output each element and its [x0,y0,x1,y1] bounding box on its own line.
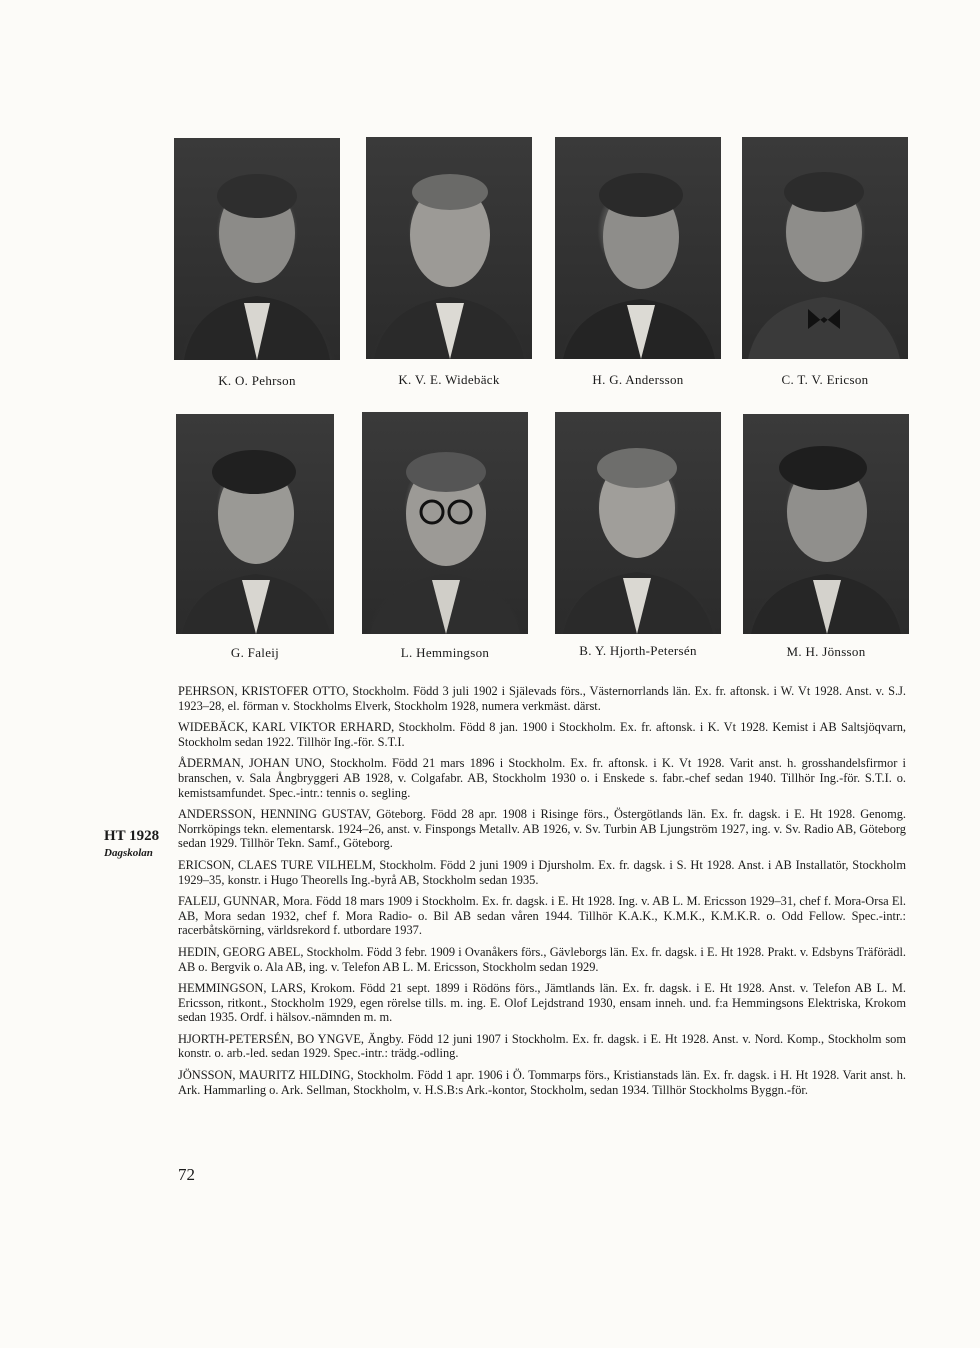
margin-year: HT 1928 [104,828,160,844]
margin-label [104,828,174,859]
margin-school: Dagskolan [104,847,153,859]
portrait-wideback [366,137,532,359]
biography-entry: HJORTH-PETERSÉN, BO YNGVE, Ängby. Född 12 juni 1907 i Stockholm. Ex. fr. dagsk. i E. Ht 1928. Anst. v. Nord. Komp., Stockholm som konstr. o. arb.-led. sedan 1929. Spec.-intr.: trädg.-odling. [178,1031,906,1061]
portrait-hjorth-petersen [555,412,721,634]
portrait-pehrson [174,138,340,360]
biography-entry: HEMMINGSON, LARS, Krokom. Född 21 sept. 1899 i Rödöns förs., Jämtlands län. Ex. fr. dagsk. i E. Ht 1928. Anst. v. Telefon AB L. M. Ericsson, ritkont., Stockholm 1929, egen rörelse tills. m. ing. E. Olof Lejdstrand 1930, ensam inneh. und. f:a Hemmingsons Elektriska, Krokom sedan 1935. Ordf. i hälsov.-nämnden m. m. [178,981,906,1025]
biography-entry: WIDEBÄCK, KARL VIKTOR ERHARD, Stockholm. Född 8 jan. 1900 i Stockholm. Ex. fr. aftonsk. i K. Vt 1928. Kemist i AB Saltsjöqvarn, Stockholm sedan 1922. Tillhör Ing.-för. S.T.I. [178,720,906,749]
portrait-jonsson [743,414,909,634]
portrait-faleij [176,414,334,634]
biography-entry: JÖNSSON, MAURITZ HILDING, Stockholm. Född 1 apr. 1906 i Ö. Tommarps förs., Kristianstads län. Ex. fr. dagsk. i H. Ht 1928. Varit anst. h. Ark. Hammarling o. Ark. Sellman, Stockholm, v. H.S.B:s Ark.-kontor, Stockholm, sedan 1934. Tillhör Stockholms Byggn.-för. [178,1068,906,1097]
biography-entry: ANDERSSON, HENNING GUSTAV, Göteborg. Född 28 apr. 1908 i Risinge förs., Östergötlands län. Ex. fr. dagsk. i E. Ht 1928. Genomg. Norrköpings tekn. elementarsk. 1924–26, anst. v. Finspongs Metallv. AB 1926, v. Sv. Turbin AB Ljungström 1927, ing. v. Sv. Radio AB, Göteborg sedan 1929. Tillhör Tekn. Samf., Göteborg. [178,807,906,851]
portrait-caption: L. Hemmingson [400,645,490,660]
portrait-caption: K. O. Pehrson [218,373,296,388]
biography-entry: HEDIN, GEORG ABEL, Stockholm. Född 3 febr. 1909 i Ovanåkers förs., Gävleborgs län. Ex. fr. dagsk. i E. Ht 1928. Prakt. v. Edsbyns Träförädl. AB o. Bergvik o. Ala AB, ing. v. Telefon AB L. M. Ericsson, Stockholm sedan 1929. [178,944,906,974]
biography-entry: PEHRSON, KRISTOFER OTTO, Stockholm. Född 3 juli 1902 i Själevads förs., Västernorrlands län. Ex. fr. aftonsk. i W. Vt 1928. Anst. v. S.J. 1923–28, el. förman v. Stockholms Elverk, Stockholm 1928, numera verkmäst. därst. [178,684,906,713]
page-number: 72 [178,1165,195,1184]
portrait-ericson [742,137,908,359]
portrait-caption: M. H. Jönsson [786,644,866,659]
biography-list [178,684,906,1104]
portrait-caption: K. V. E. Widebäck [398,372,500,387]
portrait-hemmingson [362,412,528,634]
portrait-caption: B. Y. Hjorth-Petersén [579,643,697,658]
portrait-caption: H. G. Andersson [592,372,684,387]
portrait-caption: C. T. V. Ericson [781,372,869,387]
biography-entry: ÅDERMAN, JOHAN UNO, Stockholm. Född 21 mars 1896 i Stockholm. Ex. fr. aftonsk. i K. Vt 1928. Varit anst. h. grosshandelsfirmor i branschen, v. Sala Ångbryggeri AB 1928, v. Colgafabr. AB, Stockholm 1930 o. i Enskede s. fabr.-chef sedan 1940. Tillhör Ing.-för. S.T.I. o. kemistsamfundet. Spec.-intr.: tennis o. segling. [178,756,906,800]
biography-entry: FALEIJ, GUNNAR, Mora. Född 18 mars 1909 i Stockholm. Ex. fr. dagsk. i E. Ht 1928. Ing. v. AB L. M. Ericsson 1929–31, chef f. Mora-Orsa El. AB, Mora sedan 1932, chef f. Mora Radio- o. Bil AB sedan våren 1944. Tillhör K.A.K., K.M.K., K.M.K.R. o. Odd Fellow. Spec.-intr.: racerbåtskörning, världsrekord f. utbordare 1937. [178,894,906,938]
portrait-caption: G. Faleij [230,645,280,660]
biography-entry: ERICSON, CLAES TURE VILHELM, Stockholm. Född 2 juni 1909 i Djursholm. Ex. fr. dagsk. i S. Ht 1928. Anst. i AB Installatör, Stockholm 1929–35, konstr. i Hugo Theorells Ing.-byrå AB, Stockholm sedan 1935. [178,857,906,887]
portrait-andersson [555,137,721,359]
